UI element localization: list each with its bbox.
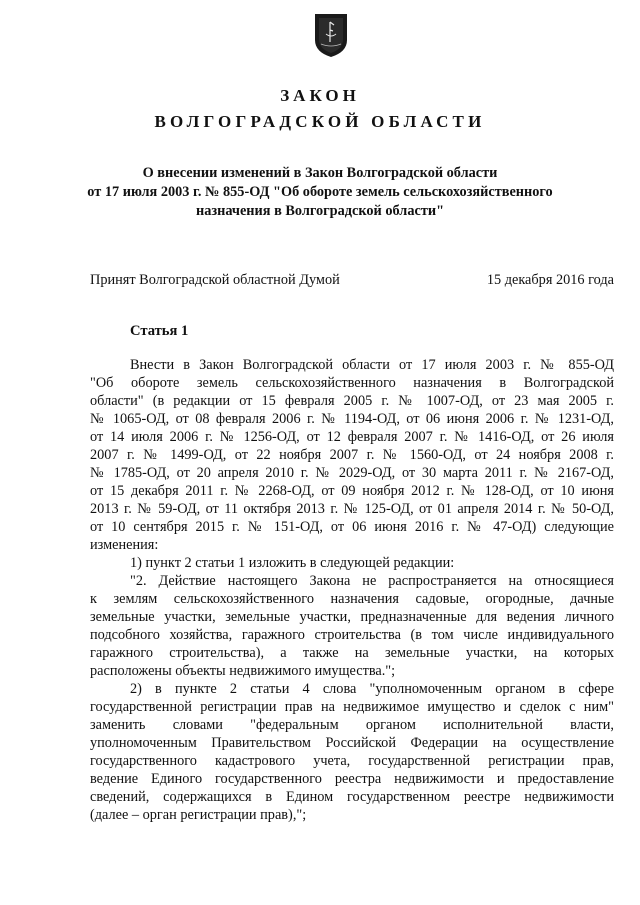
body-line: 2013 г. № 59-ОД, от 11 октября 2013 г. № 125-ОД, от 01 апреля 2014 г. № 50-ОД, xyxy=(90,501,614,517)
body-line: 1) пункт 2 статьи 1 изложить в следующей редакции: xyxy=(130,555,455,571)
heading-line: от 17 июля 2003 г. № 855-ОД "Об обороте земель сельскохозяйственного xyxy=(87,184,553,200)
adoption-row xyxy=(90,272,614,289)
body-line: расположены объекты недвижимого имущества."; xyxy=(90,663,396,679)
body-line: № 1065-ОД, от 08 февраля 2006 г. № 1194-ОД, от 06 июня 2006 г. № 1231-ОД, xyxy=(90,411,614,427)
body-line: ведение Единого государственного реестра недвижимости и предоставление xyxy=(90,771,614,787)
body-line: заменить словами "федеральным органом исполнительной власти, xyxy=(90,717,614,733)
heading-line: О внесении изменений в Закон Волгоградской области xyxy=(142,165,498,181)
body-line: области" (в редакции от 15 февраля 2005 г. № 1007-ОД, от 23 мая 2005 г. xyxy=(90,393,614,409)
body-line: уполномоченным Правительством Российской Федерации на осуществление xyxy=(90,735,614,751)
volgograd-coat-of-arms-icon xyxy=(313,12,349,58)
adopted-by: Принят Волгоградской областной Думой xyxy=(90,272,340,288)
body-line: к землям сельскохозяйственного назначения садовые, огородные, дачные xyxy=(90,591,614,607)
region-label: ВОЛГОГРАДСКОЙ ОБЛАСТИ xyxy=(154,112,486,131)
body-line: государственной регистрации прав на недвижимое имущество и сделок с ним" xyxy=(90,699,614,715)
article-title: Статья 1 xyxy=(130,323,189,339)
body-line: от 14 июля 2006 г. № 1256-ОД, от 12 февраля 2007 г. № 1416-ОД, от 26 июля xyxy=(90,429,614,445)
law-label: ЗАКОН xyxy=(280,86,360,105)
law-heading xyxy=(0,164,640,221)
body-line: Внести в Закон Волгоградской области от 17 июля 2003 г. № 855-ОД xyxy=(130,357,614,373)
adoption-date: 15 декабря 2016 года xyxy=(486,272,614,288)
body-line: № 1785-ОД, от 20 апреля 2010 г. № 2029-ОД, от 30 марта 2011 г. № 2167-ОД, xyxy=(90,465,614,481)
body-line: "Об обороте земель сельскохозяйственного назначения в Волгоградской xyxy=(90,375,614,391)
body-line: (далее – орган регистрации прав),"; xyxy=(90,807,307,823)
body-line: 2) в пункте 2 статьи 4 слова "уполномоченным органом в сфере xyxy=(130,681,614,697)
body-line: земельные участки, земельные участки, предназначенные для ведения личного xyxy=(90,609,614,625)
body-line: подсобного хозяйства, гаражного строительства (в том числе индивидуального xyxy=(90,627,614,643)
body-line: сведений, содержащихся в Едином государственном реестре недвижимости xyxy=(90,789,614,805)
article-body xyxy=(90,356,614,824)
heading-line: назначения в Волгоградской области" xyxy=(195,203,445,219)
body-line: от 15 декабря 2011 г. № 2268-ОД, от 09 ноября 2012 г. № 128-ОД, от 10 июня xyxy=(90,483,614,499)
body-line: гаражного строительства), а также на земельные участки, на которых xyxy=(90,645,614,661)
body-line: от 10 сентября 2015 г. № 151-ОД, от 06 июня 2016 г. № 47-ОД) следующие xyxy=(90,519,614,535)
body-line: 2007 г. № 1499-ОД, от 22 ноября 2007 г. № 1560-ОД, от 24 ноября 2008 г. xyxy=(90,447,614,463)
body-line: государственного кадастрового учета, государственной регистрации прав, xyxy=(90,753,614,769)
body-line: изменения: xyxy=(90,537,159,553)
body-line: "2. Действие настоящего Закона не распространяется на относящиеся xyxy=(130,573,614,589)
